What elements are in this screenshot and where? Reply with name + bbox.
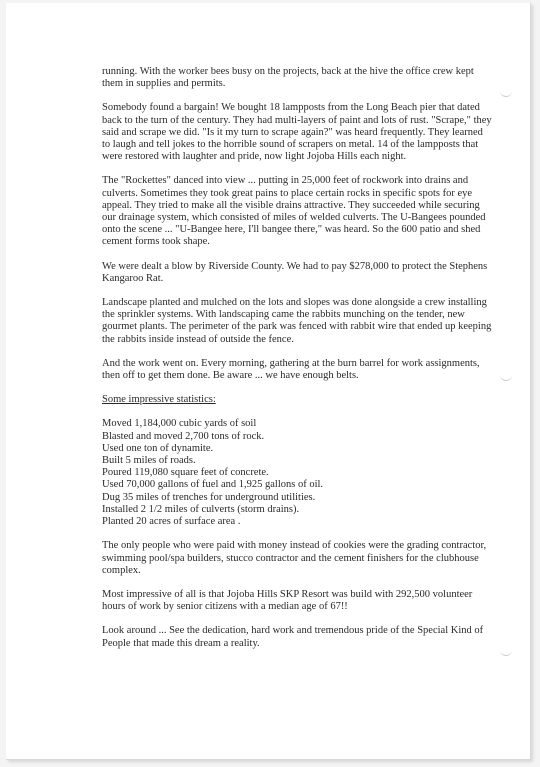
- paragraph-landscape: Landscape planted and mulched on the lots and slopes was done alongside a crew installing the sprinkler systems. With landscaping came the rabbits munching on the tender, new gourmet plants. The perimeter of the park was fenced with rabbit wire that ended up keeping the rabbits inside instead of outside the fence.: [102, 297, 492, 345]
- stat-item: Used one ton of dynamite.: [102, 442, 214, 454]
- stat-item: Poured 119,080 square feet of concrete.: [102, 467, 269, 479]
- stat-item: Blasted and moved 2,700 tons of rock.: [102, 430, 265, 442]
- document-body: [102, 66, 492, 662]
- stats-heading: Some impressive statistics:: [102, 394, 216, 406]
- paragraph-riverside-county: We were dealt a blow by Riverside County. We had to pay $278,000 to protect the Stephens Kangaroo Rat.: [102, 260, 488, 284]
- stat-item: Moved 1,184,000 cubic yards of soil: [102, 418, 257, 430]
- paragraph-lampposts: Somebody found a bargain! We bought 18 lampposts from the Long Beach pier that dated back to the turn of the century. They had multi-layers of paint and lots of rust. "Scrape," they said and scrape we did. "Is it my turn to scrape again?" was heard frequently. They learned to laugh and tell jokes to the horrible sound of scrapers on metal. 14 of the lampposts that were restored with laughter and pride, now light Jojoba Hills each night.: [102, 102, 492, 163]
- paragraph-office-crew: running. With the worker bees busy on the projects, back at the hive the office crew kept them in supplies and permits.: [102, 66, 474, 90]
- stat-item: Planted 20 acres of surface area .: [102, 516, 241, 528]
- stat-item: Dug 35 miles of trenches for underground utilities.: [102, 491, 316, 503]
- paragraph-work-went-on: And the work went on. Every morning, gathering at the burn barrel for work assignments, then off to get them done. Be aware ... we have enough belts.: [102, 357, 480, 382]
- paragraph-volunteer-hours: Most impressive of all is that Jojoba Hills SKP Resort was build with 292,500 volunteer hours of work by senior citizens with a median age of 67!!: [102, 588, 473, 613]
- stat-item: Installed 2 1/2 miles of culverts (storm drains).: [102, 503, 300, 515]
- document-page: [6, 3, 531, 760]
- paragraph-paid-contractors: The only people who were paid with money instead of cookies were the grading contractor, swimming pool/spa builders, stucco contractor and the cement finishers for the clubhouse complex.: [102, 540, 487, 576]
- punch-hole-mark: [500, 648, 512, 656]
- stat-item: Used 70,000 gallons of fuel and 1,925 gallons of oil.: [102, 479, 324, 491]
- punch-hole-mark: [500, 89, 512, 97]
- stat-item: Built 5 miles of roads.: [102, 455, 196, 467]
- punch-hole-mark: [500, 373, 512, 381]
- paragraph-look-around: Look around ... See the dedication, hard work and tremendous pride of the Special Kind of People that made this dream a reality.: [102, 625, 484, 649]
- paragraph-rockettes: The "Rockettes" danced into view ... putting in 25,000 feet of rockwork into drains and culverts. Sometimes they took great pains to place certain rocks in specific spots for eye appeal. They tried to make all the visible drains attractive. They succeeded while securing our drainage system, which consisted of miles of welded culverts. The U-Bangees pounded onto the scene ... "U-Bangee here, I'll bangee there," was heard. So the 600 patio and shed cement forms took shape.: [102, 175, 486, 248]
- stats-list: [102, 418, 492, 528]
